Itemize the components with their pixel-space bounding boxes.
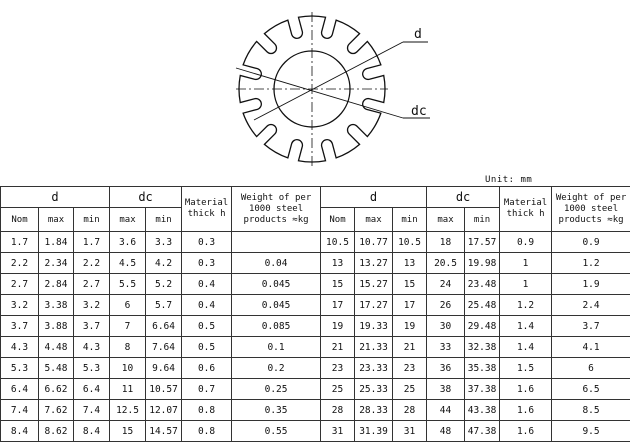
cell-dc-max: 48	[427, 421, 465, 442]
header-d: d	[1, 187, 110, 208]
cell-weight: 3.7	[552, 316, 630, 337]
spec-table-right	[320, 186, 630, 442]
cell-dc-min: 6.64	[146, 316, 182, 337]
cell-dc-max: 3.6	[110, 232, 146, 253]
cell-d-min: 13	[393, 253, 427, 274]
cell-material-thick: 0.8	[182, 421, 232, 442]
cell-material-thick: 0.7	[182, 379, 232, 400]
cell-d-max: 2.84	[39, 274, 74, 295]
cell-weight: 6.5	[552, 379, 630, 400]
cell-d-min: 4.3	[74, 337, 110, 358]
cell-d-min: 28	[393, 400, 427, 421]
cell-d-max: 4.48	[39, 337, 74, 358]
cell-d-max: 3.88	[39, 316, 74, 337]
header-weight: Weight of per 1000 steel products ≈kg	[552, 187, 630, 232]
unit-label: Unit: mm	[485, 175, 532, 185]
cell-d-min: 15	[393, 274, 427, 295]
cell-d-min: 3.7	[74, 316, 110, 337]
cell-dc-max: 5.5	[110, 274, 146, 295]
table-row	[321, 274, 630, 295]
cell-nom: 3.2	[1, 295, 39, 316]
cell-dc-min: 25.48	[465, 295, 500, 316]
cell-material-thick: 0.5	[182, 316, 232, 337]
cell-dc-min: 5.2	[146, 274, 182, 295]
cell-material-thick: 0.3	[182, 253, 232, 274]
header-nom: Nom	[1, 208, 39, 232]
cell-dc-max: 36	[427, 358, 465, 379]
cell-dc-min: 5.7	[146, 295, 182, 316]
cell-weight: 0.9	[552, 232, 630, 253]
cell-d-max: 13.27	[355, 253, 393, 274]
table-row	[321, 337, 630, 358]
cell-material-thick: 1.4	[500, 337, 552, 358]
cell-nom: 10.5	[321, 232, 355, 253]
lock-washer-drawing	[0, 0, 630, 175]
cell-d-max: 19.33	[355, 316, 393, 337]
cell-d-min: 1.7	[74, 232, 110, 253]
label-d: d	[414, 27, 422, 42]
header-material-thick: Material thick h	[500, 187, 552, 232]
table-row	[1, 400, 321, 421]
cell-dc-max: 8	[110, 337, 146, 358]
cell-dc-max: 6	[110, 295, 146, 316]
cell-weight: 0.2	[232, 358, 321, 379]
cell-material-thick: 1.2	[500, 295, 552, 316]
cell-nom: 23	[321, 358, 355, 379]
cell-nom: 19	[321, 316, 355, 337]
cell-dc-max: 38	[427, 379, 465, 400]
cell-material-thick: 1	[500, 274, 552, 295]
table-row	[1, 253, 321, 274]
table-row	[321, 358, 630, 379]
table-row	[321, 400, 630, 421]
cell-dc-max: 15	[110, 421, 146, 442]
leader-line-d	[254, 42, 403, 120]
cell-dc-min: 35.38	[465, 358, 500, 379]
cell-dc-max: 20.5	[427, 253, 465, 274]
table-row	[321, 253, 630, 274]
cell-weight: 4.1	[552, 337, 630, 358]
cell-nom: 4.3	[1, 337, 39, 358]
cell-d-max: 21.33	[355, 337, 393, 358]
cell-material-thick: 1.4	[500, 316, 552, 337]
header-weight: Weight of per 1000 steel products ≈kg	[232, 187, 321, 232]
cell-dc-max: 7	[110, 316, 146, 337]
header-dc-max: max	[427, 208, 465, 232]
cell-material-thick: 0.4	[182, 274, 232, 295]
header-d-max: max	[355, 208, 393, 232]
table-row	[1, 274, 321, 295]
cell-dc-min: 37.38	[465, 379, 500, 400]
cell-dc-min: 23.48	[465, 274, 500, 295]
cell-d-min: 19	[393, 316, 427, 337]
cell-dc-min: 14.57	[146, 421, 182, 442]
cell-d-min: 6.4	[74, 379, 110, 400]
cell-nom: 3.7	[1, 316, 39, 337]
cell-d-min: 5.3	[74, 358, 110, 379]
cell-d-min: 21	[393, 337, 427, 358]
cell-d-max: 6.62	[39, 379, 74, 400]
cell-d-min: 8.4	[74, 421, 110, 442]
cell-nom: 25	[321, 379, 355, 400]
cell-d-max: 10.77	[355, 232, 393, 253]
spec-table-left-body	[1, 232, 321, 442]
cell-d-max: 17.27	[355, 295, 393, 316]
cell-dc-min: 43.38	[465, 400, 500, 421]
cell-dc-max: 4.5	[110, 253, 146, 274]
cell-nom: 2.7	[1, 274, 39, 295]
cell-dc-min: 29.48	[465, 316, 500, 337]
header-dc: dc	[110, 187, 182, 208]
cell-nom: 17	[321, 295, 355, 316]
cell-dc-max: 11	[110, 379, 146, 400]
cell-weight: 0.045	[232, 295, 321, 316]
cell-d-max: 28.33	[355, 400, 393, 421]
header-d: d	[321, 187, 427, 208]
cell-weight: 0.25	[232, 379, 321, 400]
cell-nom: 6.4	[1, 379, 39, 400]
cell-weight: 0.04	[232, 253, 321, 274]
cell-nom: 21	[321, 337, 355, 358]
cell-d-min: 23	[393, 358, 427, 379]
cell-material-thick: 1.6	[500, 400, 552, 421]
cell-nom: 5.3	[1, 358, 39, 379]
cell-material-thick: 0.6	[182, 358, 232, 379]
spec-table-right-body	[321, 232, 630, 442]
cell-material-thick: 0.4	[182, 295, 232, 316]
cell-nom: 7.4	[1, 400, 39, 421]
spec-table-left	[0, 186, 321, 442]
table-row	[1, 379, 321, 400]
header-dc-max: max	[110, 208, 146, 232]
table-row	[321, 232, 630, 253]
cell-material-thick: 1.6	[500, 421, 552, 442]
cell-weight: 2.4	[552, 295, 630, 316]
cell-dc-min: 7.64	[146, 337, 182, 358]
table-row	[1, 421, 321, 442]
cell-dc-max: 30	[427, 316, 465, 337]
cell-d-min: 10.5	[393, 232, 427, 253]
cell-material-thick: 0.3	[182, 232, 232, 253]
cell-nom: 8.4	[1, 421, 39, 442]
cell-d-min: 17	[393, 295, 427, 316]
cell-d-max: 1.84	[39, 232, 74, 253]
cell-dc-max: 12.5	[110, 400, 146, 421]
header-nom: Nom	[321, 208, 355, 232]
cell-weight: 9.5	[552, 421, 630, 442]
cell-d-max: 25.33	[355, 379, 393, 400]
cell-d-max: 2.34	[39, 253, 74, 274]
cell-material-thick: 0.9	[500, 232, 552, 253]
cell-d-min: 3.2	[74, 295, 110, 316]
cell-dc-min: 3.3	[146, 232, 182, 253]
cell-material-thick: 1.5	[500, 358, 552, 379]
cell-d-min: 31	[393, 421, 427, 442]
cell-weight	[232, 232, 321, 253]
cell-dc-min: 17.57	[465, 232, 500, 253]
cell-d-max: 23.33	[355, 358, 393, 379]
table-row	[321, 295, 630, 316]
washer-diagram-svg	[0, 0, 630, 175]
cell-dc-max: 44	[427, 400, 465, 421]
cell-weight: 1.9	[552, 274, 630, 295]
cell-dc-min: 10.57	[146, 379, 182, 400]
leader-line-dc	[236, 68, 403, 118]
table-row	[1, 316, 321, 337]
cell-weight: 0.085	[232, 316, 321, 337]
cell-d-min: 25	[393, 379, 427, 400]
cell-dc-min: 12.07	[146, 400, 182, 421]
header-d-min: min	[393, 208, 427, 232]
cell-dc-min: 9.64	[146, 358, 182, 379]
header-d-min: min	[74, 208, 110, 232]
cell-nom: 31	[321, 421, 355, 442]
cell-dc-min: 47.38	[465, 421, 500, 442]
cell-nom: 28	[321, 400, 355, 421]
cell-weight: 6	[552, 358, 630, 379]
table-row	[321, 316, 630, 337]
header-dc: dc	[427, 187, 500, 208]
cell-nom: 2.2	[1, 253, 39, 274]
cell-weight: 0.1	[232, 337, 321, 358]
cell-dc-max: 33	[427, 337, 465, 358]
cell-dc-min: 4.2	[146, 253, 182, 274]
cell-dc-max: 24	[427, 274, 465, 295]
cell-d-max: 5.48	[39, 358, 74, 379]
cell-nom: 13	[321, 253, 355, 274]
table-row	[1, 358, 321, 379]
cell-d-max: 7.62	[39, 400, 74, 421]
table-row	[1, 232, 321, 253]
cell-d-max: 8.62	[39, 421, 74, 442]
cell-d-max: 3.38	[39, 295, 74, 316]
cell-dc-min: 32.38	[465, 337, 500, 358]
table-row	[321, 379, 630, 400]
cell-dc-max: 10	[110, 358, 146, 379]
header-dc-min: min	[465, 208, 500, 232]
cell-dc-max: 26	[427, 295, 465, 316]
cell-weight: 0.35	[232, 400, 321, 421]
cell-weight: 8.5	[552, 400, 630, 421]
header-d-max: max	[39, 208, 74, 232]
table-row	[321, 421, 630, 442]
cell-d-min: 2.2	[74, 253, 110, 274]
cell-material-thick: 1.6	[500, 379, 552, 400]
cell-d-min: 7.4	[74, 400, 110, 421]
cell-weight: 1.2	[552, 253, 630, 274]
header-material-thick: Material thick h	[182, 187, 232, 232]
cell-weight: 0.55	[232, 421, 321, 442]
cell-material-thick: 0.8	[182, 400, 232, 421]
cell-d-max: 15.27	[355, 274, 393, 295]
cell-nom: 15	[321, 274, 355, 295]
table-row	[1, 295, 321, 316]
cell-material-thick: 1	[500, 253, 552, 274]
cell-dc-min: 19.98	[465, 253, 500, 274]
cell-d-max: 31.39	[355, 421, 393, 442]
cell-d-min: 2.7	[74, 274, 110, 295]
cell-dc-max: 18	[427, 232, 465, 253]
cell-material-thick: 0.5	[182, 337, 232, 358]
cell-nom: 1.7	[1, 232, 39, 253]
header-dc-min: min	[146, 208, 182, 232]
table-row	[1, 337, 321, 358]
label-dc: dc	[411, 104, 427, 119]
cell-weight: 0.045	[232, 274, 321, 295]
